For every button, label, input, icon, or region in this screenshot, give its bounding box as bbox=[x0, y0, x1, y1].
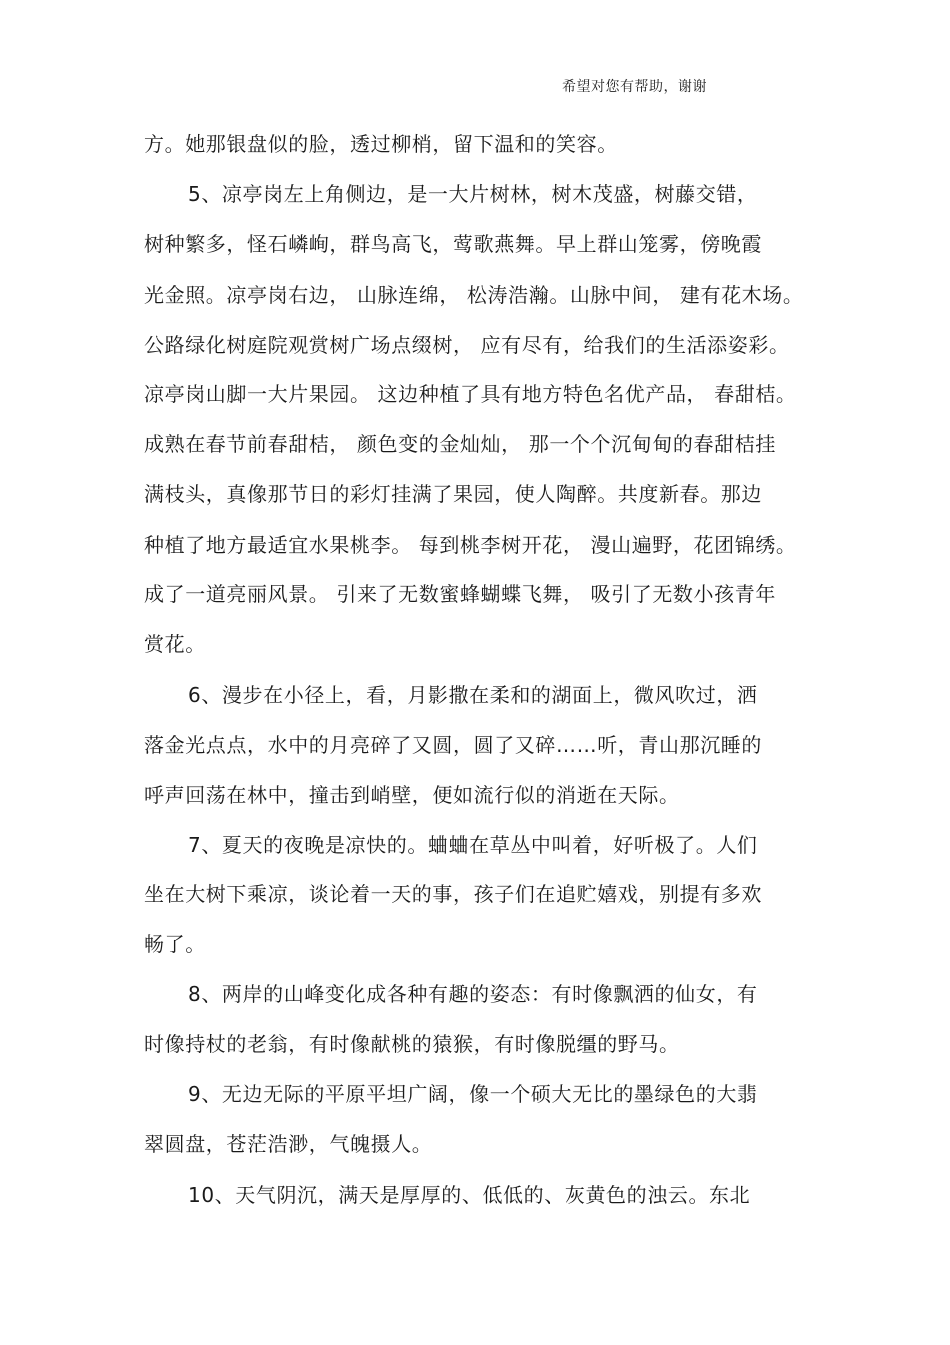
text-line: 公路绿化树庭院观赏树广场点缀树， 应有尽有，给我们的生活添姿彩。 bbox=[144, 333, 790, 357]
text-line: 畅了。 bbox=[144, 932, 206, 956]
text-line: 6、漫步在小径上，看，月影撒在柔和的湖面上，微风吹过，洒 bbox=[188, 683, 758, 707]
header-note: 希望对您有帮助，谢谢 bbox=[562, 79, 707, 95]
text-line: 种植了地方最适宜水果桃李。 每到桃李树开花， 漫山遍野，花团锦绣。 bbox=[144, 533, 797, 557]
text-line: 呼声回荡在林中，撞击到峭壁，便如流行似的消逝在天际。 bbox=[144, 783, 680, 807]
text-line: 满枝头，真像那节日的彩灯挂满了果园，使人陶醉。共度新春。那边 bbox=[144, 482, 762, 506]
text-line: 树种繁多，怪石嶙峋，群鸟高飞，莺歌燕舞。早上群山笼雾，傍晚霞 bbox=[144, 232, 762, 256]
text-line: 成了一道亮丽风景。 引来了无数蜜蜂蝴蝶飞舞， 吸引了无数小孩青年 bbox=[144, 582, 776, 606]
text-line: 翠圆盘，苍茫浩渺，气魄摄人。 bbox=[144, 1132, 433, 1156]
text-line: 成熟在春节前春甜桔， 颜色变的金灿灿， 那一个个沉甸甸的春甜桔挂 bbox=[144, 432, 776, 456]
text-line: 凉亭岗山脚一大片果园。 这边种植了具有地方特色名优产品， 春甜桔。 bbox=[144, 382, 797, 406]
text-line: 5、凉亭岗左上角侧边，是一大片树林，树木茂盛，树藤交错， bbox=[188, 182, 758, 206]
text-line: 光金照。凉亭岗右边， 山脉连绵， 松涛浩瀚。山脉中间， 建有花木场。 bbox=[144, 283, 804, 307]
text-line: 7、夏天的夜晚是凉快的。蛐蛐在草丛中叫着，好听极了。人们 bbox=[188, 833, 758, 857]
text-line: 落金光点点，水中的月亮碎了又圆，圆了又碎……听，青山那沉睡的 bbox=[144, 733, 762, 757]
text-line: 10、天气阴沉，满天是厚厚的、低低的、灰黄色的浊云。东北 bbox=[188, 1183, 751, 1207]
text-line: 9、无边无际的平原平坦广阔，像一个硕大无比的墨绿色的大翡 bbox=[188, 1082, 758, 1106]
text-line: 坐在大树下乘凉，谈论着一天的事，孩子们在追贮嬉戏，别提有多欢 bbox=[144, 882, 762, 906]
text-line: 赏花。 bbox=[144, 632, 206, 656]
text-line: 方。她那银盘似的脸，透过柳梢，留下温和的笑容。 bbox=[144, 132, 618, 156]
text-line: 时像持杖的老翁，有时像献桃的猿猴，有时像脱缰的野马。 bbox=[144, 1032, 680, 1056]
text-line: 8、两岸的山峰变化成各种有趣的姿态：有时像飘洒的仙女，有 bbox=[188, 982, 758, 1006]
